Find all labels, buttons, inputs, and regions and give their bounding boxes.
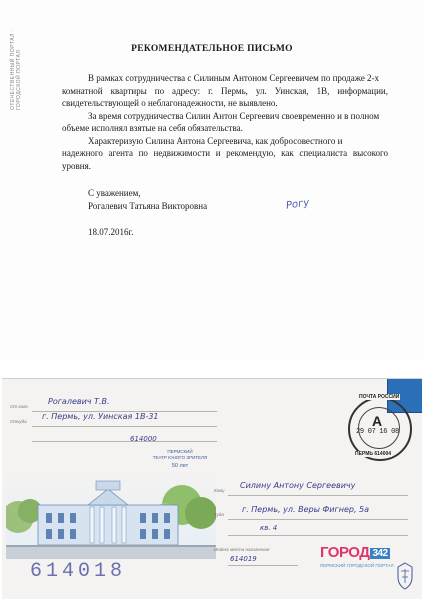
theatre-anniversary: 50 лет — [171, 463, 189, 469]
from-name: Рогалевич Т.В. — [48, 397, 110, 406]
from-address: г. Пермь, ул. Уинская 1В-31 — [42, 412, 159, 421]
theatre-illustration — [6, 471, 216, 559]
paragraph-1-rest: комнатной квартиры по адресу: г. Пермь, ул. Уинская, 1В, информации, свидетельствующей о неблагонадежности, не выявлено. — [62, 85, 388, 108]
postmark-top-text: ПОЧТА РОССИИ — [359, 394, 400, 400]
label-to-address: Куда — [214, 512, 224, 517]
to-address-line — [228, 519, 408, 520]
side-watermark-text: ОТЕЧЕСТВЕННЫЙ ПОРТАЛ · ГОРОДСКОЙ ПОРТАЛ — [10, 28, 22, 110]
to-zip: 614019 — [230, 555, 257, 563]
from-extra-line — [32, 441, 217, 442]
letter-title: РЕКОМЕНДАТЕЛЬНОЕ ПИСЬМО — [131, 44, 293, 54]
handwritten-signature: Рогу — [285, 197, 310, 212]
to-line — [228, 495, 408, 496]
to-address: г. Пермь, ул. Веры Фигнер, 5а — [242, 505, 370, 514]
to-address-apartment: кв. 4 — [260, 524, 278, 532]
to-name: Силину Антону Сергеевичу — [240, 481, 356, 490]
to-index-line — [228, 565, 298, 566]
postmark-date: 29 07 16 08 — [356, 428, 399, 436]
paragraph-2-rest: объеме исполнял взятые на себя обязательства. — [62, 123, 243, 133]
paragraph-1-first-line: В рамках сотрудничества с Силиным Антоном Сергеевичем по продаже 2-х — [88, 73, 380, 83]
theatre-line-2: ТЕАТР ЮНОГО ЗРИТЕЛЯ — [152, 455, 208, 460]
label-to: Кому — [214, 488, 225, 493]
postmark-bottom-text: ПЕРМЬ 614004 — [355, 451, 392, 457]
from-address-line — [32, 426, 217, 427]
portal-logo — [320, 544, 390, 561]
paragraph-3-first-line: Характеризую Силина Антона Сергеевича, как добросовестного и — [88, 135, 343, 146]
portal-logo-text: ГОРОД — [320, 544, 370, 561]
from-zip: 614000 — [130, 435, 157, 443]
paragraph-2-first-line: За время сотрудничества Силин Антон Сергеевич своевременно и в полном — [88, 110, 380, 121]
letter-date: 18.07.2016г. — [88, 227, 134, 237]
postmark-letter: А — [372, 413, 383, 429]
coat-of-arms-icon — [394, 561, 416, 591]
portal-logo-number: 342 — [372, 547, 388, 559]
closing-phrase: С уважением, — [88, 188, 141, 198]
signer-name: Рогалевич Татьяна Викторовна — [88, 201, 208, 211]
to-extra-line — [228, 535, 408, 536]
envelope — [2, 378, 422, 599]
paragraph-3-rest: надежного агента по недвижимости и рекомендую, как специалиста высокого уровня. — [62, 148, 388, 171]
index-boxes: 614018 — [30, 560, 127, 583]
postmark — [348, 394, 412, 461]
label-destination-index: Индекс места назначения — [214, 547, 270, 552]
theatre-line-1: ПЕРМСКИЙ — [167, 449, 193, 454]
portal-logo-subtitle: ПЕРМСКИЙ ГОРОДСКОЙ ПОРТАЛ — [320, 563, 394, 568]
label-from: От кого — [10, 404, 28, 409]
label-from-address: Откуда — [10, 419, 27, 424]
